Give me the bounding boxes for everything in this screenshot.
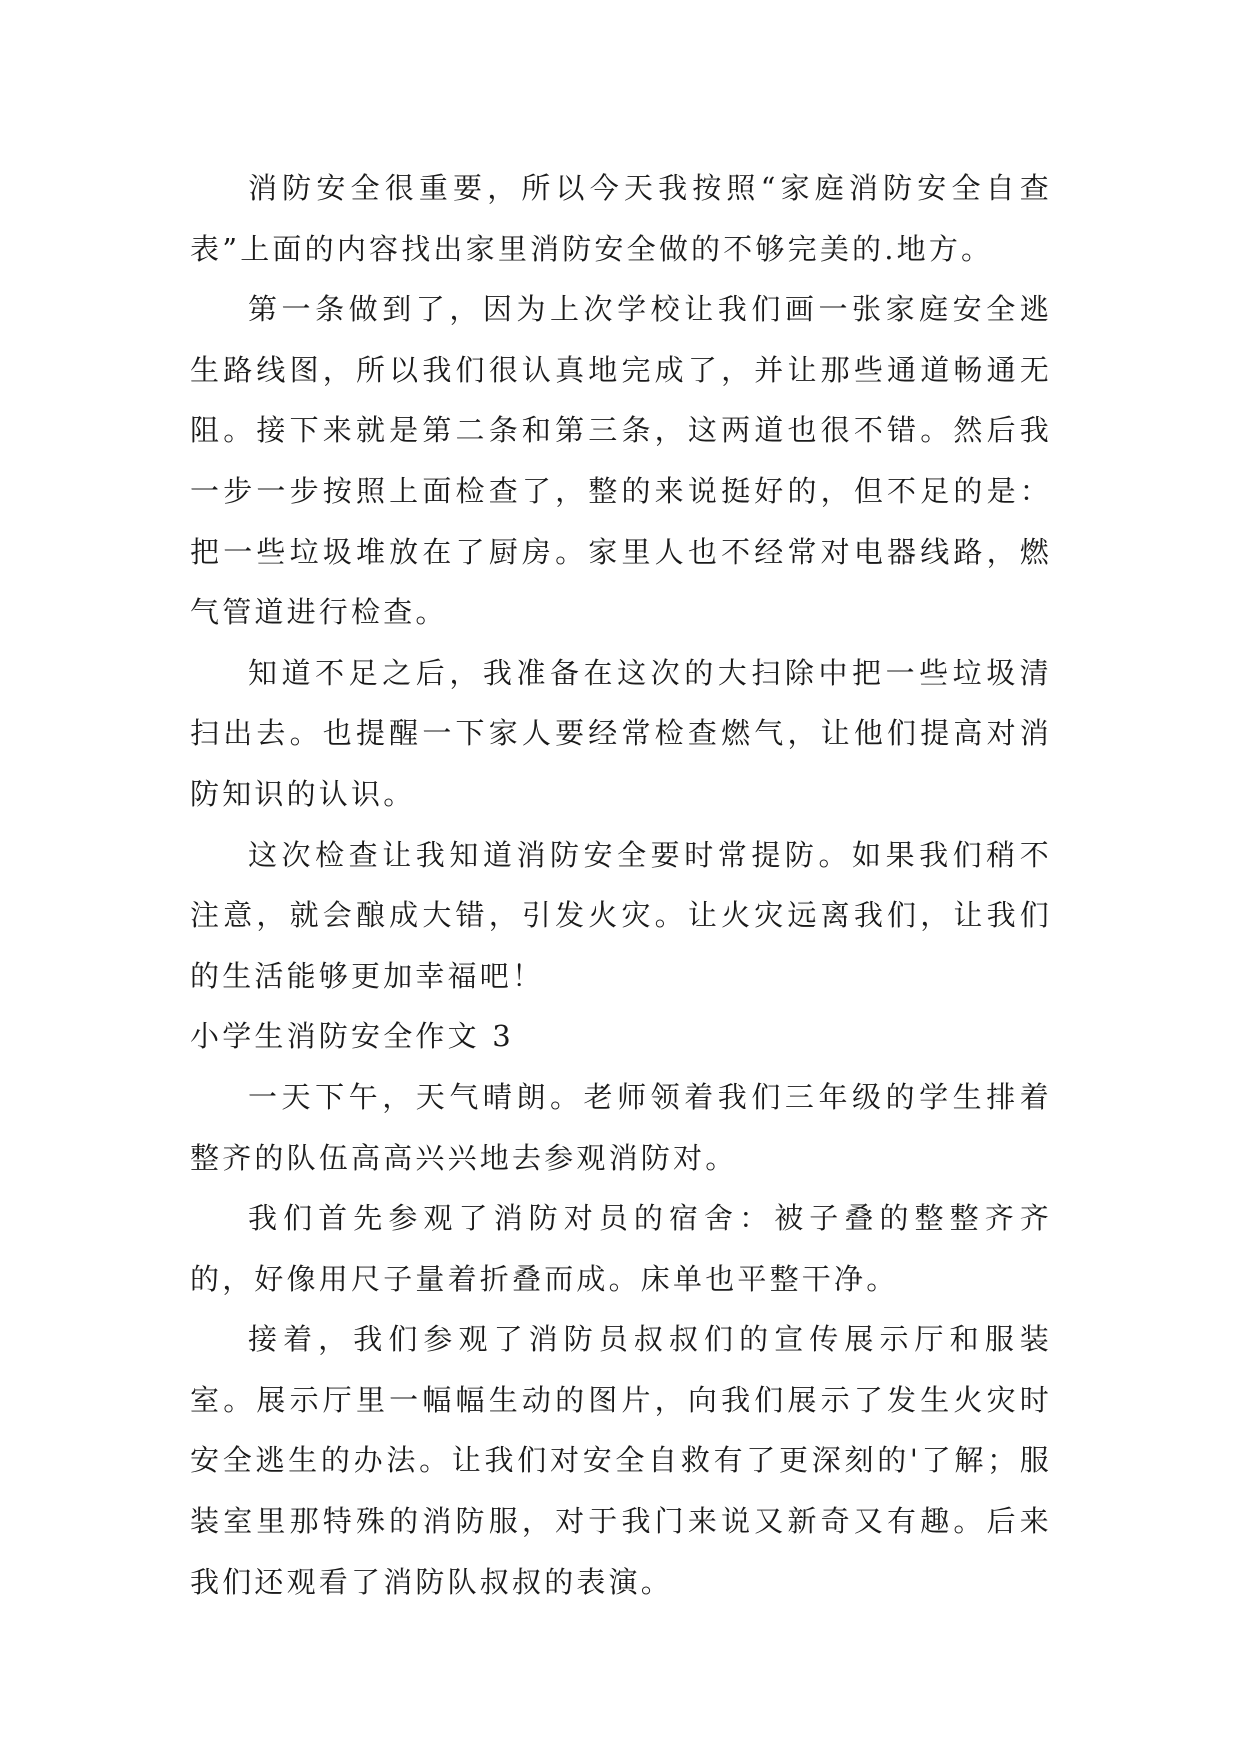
paragraph: 第一条做到了，因为上次学校让我们画一张家庭安全逃生路线图，所以我们很认真地完成了，并让那些通道畅通无阻。接下来就是第二条和第三条，这两道也很不错。然后我一步一步按照上面检查了，整的来说挺好的，但不足的是：把一些垃圾堆放在了厨房。家里人也不经常对电器线路，燃气管道进行检查。 bbox=[190, 292, 1052, 630]
paragraph: 消防安全很重要，所以今天我按照“家庭消防安全自查表”上面的内容找出家里消防安全做的不够完美的.地方。 bbox=[190, 171, 1052, 266]
document-body bbox=[190, 158, 1052, 1612]
section-title: 小学生消防安全作文 3 bbox=[190, 1019, 514, 1054]
paragraph: 知道不足之后，我准备在这次的大扫除中把一些垃圾清扫出去。也提醒一下家人要经常检查燃气，让他们提高对消防知识的认识。 bbox=[190, 655, 1052, 811]
paragraph: 一天下午，天气晴朗。老师领着我们三年级的学生排着整齐的队伍高高兴兴地去参观消防对。 bbox=[190, 1079, 1052, 1175]
paragraph: 这次检查让我知道消防安全要时常提防。如果我们稍不注意，就会酿成大错，引发火灾。让火灾远离我们，让我们的生活能够更加幸福吧！ bbox=[190, 837, 1052, 993]
paragraph: 我们首先参观了消防对员的宿舍：被子叠的整整齐齐的，好像用尺子量着折叠而成。床单也平整干净。 bbox=[190, 1201, 1052, 1296]
paragraph: 接着，我们参观了消防员叔叔们的宣传展示厅和服装室。展示厅里一幅幅生动的图片，向我们展示了发生火灾时安全逃生的办法。让我们对安全自救有了更深刻的'了解；服装室里那特殊的消防服，对于我门来说又新奇又有趣。后来我们还观看了消防队叔叔的表演。 bbox=[190, 1322, 1052, 1599]
